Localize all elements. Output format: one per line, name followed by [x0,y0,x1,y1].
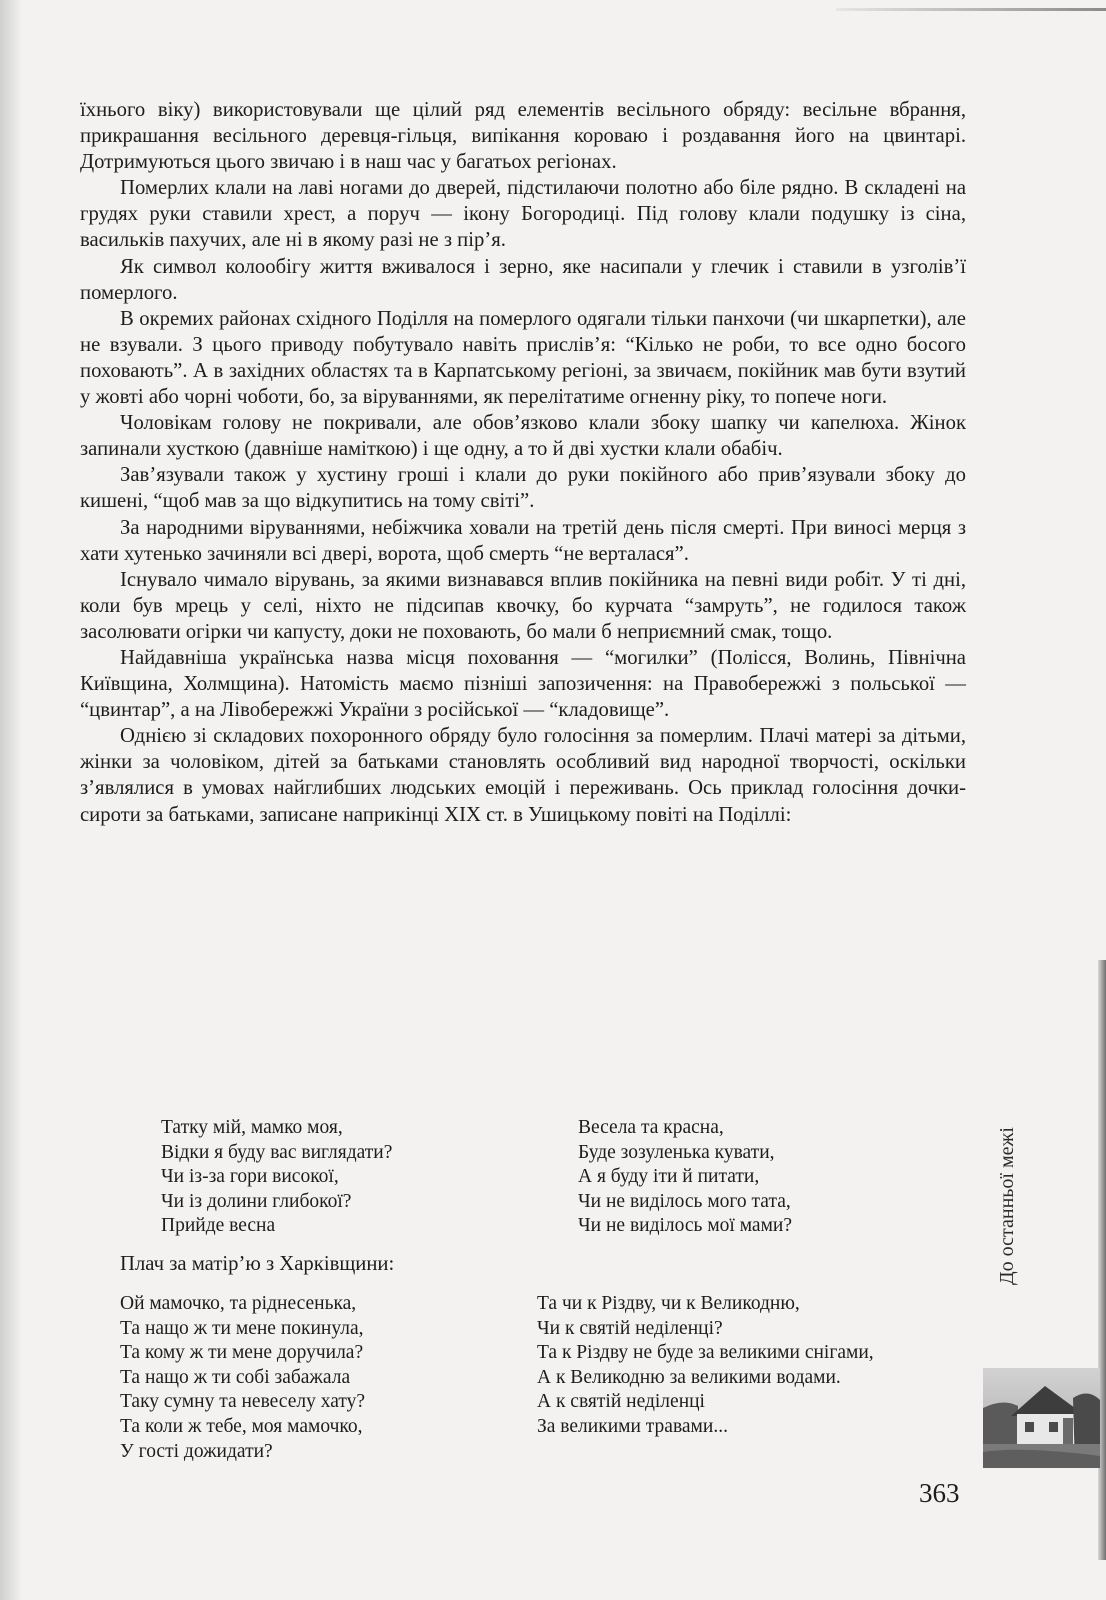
paragraph: Як символ колообігу життя вживалося і зерно, яке насипали у глечик і ставили в узголів’ї померлого. [80,255,966,304]
page-edge [1098,960,1106,1560]
paragraph: їхнього віку) використовували ще цілий ряд елементів весільного обряду: весільне вбрання, прикрашання весільного деревця-гільця, випікання короваю і роздавання його на цвинтарі. Дотримуються цього звичаю і в наш час у багатьох регіонах. [80,99,966,174]
paragraph: Померлих клали на лаві ногами до дверей, підстилаючи полотно або біле рядно. В складені на грудях руки ставили хрест, а поруч — ікону Богородиці. Під голову клали подушку із сіна, васильків пахучих, але ні в якому разі не з пір’я. [80,177,966,252]
village-house-illustration [983,1368,1100,1468]
lament-caption: Плач за матір’ю з Харківщини: [120,1253,395,1275]
header-rule [836,8,1106,11]
lament-verse-left-2: Ой мамочко, та ріднесенька, Та нащо ж ти мене покинула, Та кому ж ти мене доручила? Та нащо ж ти собі забажала Таку сумну та невеселу хату? Та коли ж тебе, моя мамочко, У гості дожидати? [120,1293,366,1462]
lament-verse-right: Весела та красна, Буде зозуленька кувати, А я буду іти й питати, Чи не виділось мого тата, Чи не виділось мої мами? [578,1117,792,1237]
paragraph: В окремих районах східного Поділля на померлого одягали тільки панхочи (чи шкарпетки), але не взували. З цього приводу побутувало навіть прислів’я: “Кілько не роби, то все одно босого поховають”. А в західних областях та в Карпатському регіоні, за звичаєм, покійник мав бути взутий у жовті або чорні чоботи, бо, за віруваннями, як перелітатиме огненну ріку, то попече ноги. [80,307,966,409]
paragraph: Найдавніша українська назва місця поховання — “могилки” (Полісся, Волинь, Північна Київщина, Холмщина). Натомість маємо пізніші запозичення: на Правобережжі з польської — “цвинтар”, а на Лівобережжі України з російської — “кладовище”. [80,646,966,722]
lament-verse-right-2: Та чи к Різдву, чи к Великодню, Чи к святій неділенці? Та к Різдву не буде за великими снігами, А к Великодню за великими водами. А к святій неділенці За великими травами... [537,1293,874,1437]
paragraph: Існувало чимало вірувань, за якими визнавався вплив покійника на певні види робіт. У ті дні, коли був мрець у селі, ніхто не підсипав квочку, бо курчата “замруть”, не годилося також засолювати огірки чи капусту, доки не поховають, бо мали б неприємний смак, тощо. [80,568,966,643]
page-gutter-shadow [0,0,22,1600]
lament-verse-left: Татку мій, мамко моя, Відки я буду вас виглядати? Чи із-за гори високої, Чи із долини глибокої? Прийде весна [161,1117,393,1237]
paragraph: Чоловікам голову не покривали, але обов’язково клали збоку шапку чи капелюха. Жінок запинали хусткою (давніше наміткою) і ще одну, а то й дві хустки клали обабіч. [80,412,966,461]
paragraph: Однією зі складових похоронного обряду було голосіння за померлим. Плачі матері за дітьми, жінки за чоловіком, дітей за батьками становлять особливий вид народної творчості, оскільки з’являлися в умовах найглибших людських емоцій і переживань. Ось приклад голосіння дочки-сироти за батьками, записане наприкінці XIX ст. в Ушицькому повіті на Поділлі: [80,725,966,826]
chapter-side-title: До останньої межі [996,1127,1018,1285]
body-text [80,97,966,828]
paragraph: Зав’язували також у хустину гроші і клали до руки покійного або прив’язували збоку до кишені, “щоб мав за що відкупитись на тому світі”. [80,464,966,513]
paragraph: За народними віруваннями, небіжчика ховали на третій день після смерті. При виносі мерця з хати хутенько зачиняли всі двері, ворота, щоб смерть “не верталася”. [80,516,966,565]
page-number: 363 [919,1478,960,1508]
